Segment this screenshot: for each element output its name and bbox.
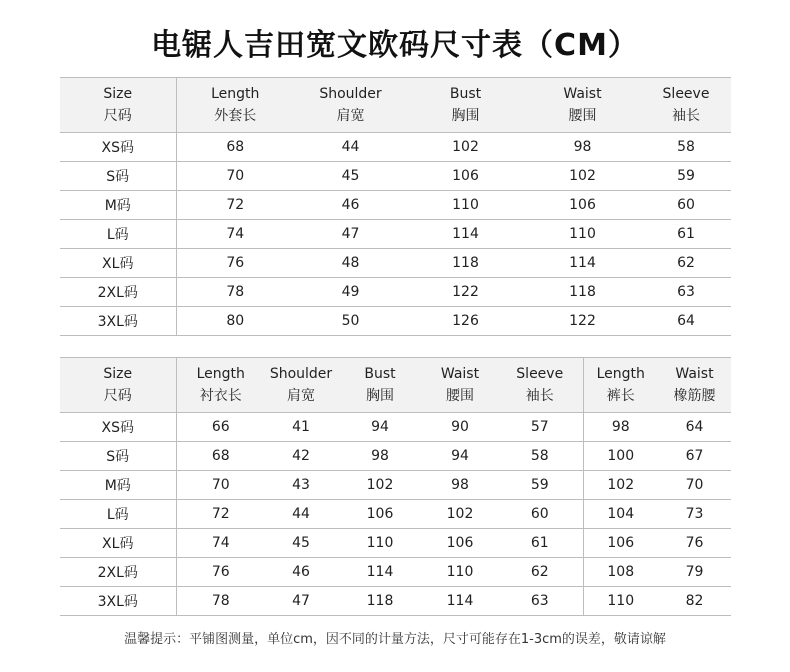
table-row (60, 529, 731, 558)
header-pants-length: Length 裤长 (583, 358, 658, 413)
header-shoulder: Shoulder 肩宽 (294, 78, 407, 133)
table-cell: 64 (641, 307, 731, 336)
table-cell: 62 (497, 558, 583, 587)
header-bust: Bust 胸围 (407, 78, 524, 133)
table-cell: 59 (641, 162, 731, 191)
table-cell: 94 (423, 442, 497, 471)
table-cell: 106 (423, 529, 497, 558)
table-row (60, 307, 731, 336)
table-cell: 50 (294, 307, 407, 336)
size-cell: 2XL码 (60, 278, 176, 307)
header-shoulder: Shoulder 肩宽 (265, 358, 337, 413)
table-cell: 98 (423, 471, 497, 500)
table-header-row (60, 78, 731, 133)
table-cell: 45 (294, 162, 407, 191)
size-cell: XL码 (60, 529, 176, 558)
table-cell: 47 (294, 220, 407, 249)
table-cell: 47 (265, 587, 337, 616)
table-cell: 122 (407, 278, 524, 307)
table-cell: 118 (524, 278, 641, 307)
table-cell: 110 (524, 220, 641, 249)
table-cell: 42 (265, 442, 337, 471)
table-cell: 102 (583, 471, 658, 500)
table-row (60, 558, 731, 587)
table-cell: 76 (658, 529, 731, 558)
table-cell: 59 (497, 471, 583, 500)
table-row (60, 191, 731, 220)
table-cell: 114 (407, 220, 524, 249)
table-row (60, 442, 731, 471)
table-cell: 72 (176, 191, 294, 220)
table-cell: 102 (337, 471, 423, 500)
table-row (60, 278, 731, 307)
table-row (60, 471, 731, 500)
table-cell: 106 (583, 529, 658, 558)
table-row (60, 133, 731, 162)
table-cell: 76 (176, 558, 265, 587)
table-cell: 63 (497, 587, 583, 616)
table-row (60, 500, 731, 529)
table-cell: 114 (337, 558, 423, 587)
table-cell: 80 (176, 307, 294, 336)
table-cell: 74 (176, 529, 265, 558)
table-cell: 48 (294, 249, 407, 278)
jacket-size-table (60, 77, 731, 336)
table-cell: 58 (497, 442, 583, 471)
table-cell: 70 (176, 471, 265, 500)
table-cell: 106 (407, 162, 524, 191)
table-cell: 76 (176, 249, 294, 278)
shirt-pants-size-table (60, 357, 731, 616)
header-length: Length 外套长 (176, 78, 294, 133)
table-cell: 60 (641, 191, 731, 220)
header-shirt-length: Length 衬衣长 (176, 358, 265, 413)
table-cell: 110 (407, 191, 524, 220)
table-cell: 67 (658, 442, 731, 471)
table-cell: 102 (423, 500, 497, 529)
table-row (60, 587, 731, 616)
table-cell: 70 (658, 471, 731, 500)
table-cell: 70 (176, 162, 294, 191)
table-cell: 98 (524, 133, 641, 162)
table-row (60, 413, 731, 442)
table-cell: 73 (658, 500, 731, 529)
size-cell: L码 (60, 220, 176, 249)
table-cell: 98 (337, 442, 423, 471)
table-cell: 106 (337, 500, 423, 529)
table-cell: 57 (497, 413, 583, 442)
table-cell: 44 (265, 500, 337, 529)
table-cell: 108 (583, 558, 658, 587)
table-cell: 122 (524, 307, 641, 336)
size-cell: 3XL码 (60, 307, 176, 336)
size-cell: XS码 (60, 133, 176, 162)
table-cell: 79 (658, 558, 731, 587)
table-cell: 78 (176, 587, 265, 616)
measurement-note: 温馨提示：平铺图测量，单位cm，因不同的计量方法，尺寸可能存在1-3cm的误差，敬请谅解 (124, 632, 666, 647)
table-cell: 100 (583, 442, 658, 471)
size-cell: 2XL码 (60, 558, 176, 587)
table-cell: 68 (176, 133, 294, 162)
header-size: Size 尺码 (60, 358, 176, 413)
table-cell: 110 (583, 587, 658, 616)
size-cell: S码 (60, 162, 176, 191)
table-cell: 68 (176, 442, 265, 471)
table-cell: 114 (423, 587, 497, 616)
table-cell: 102 (524, 162, 641, 191)
table-row (60, 220, 731, 249)
table-cell: 90 (423, 413, 497, 442)
table-cell: 61 (641, 220, 731, 249)
header-waist: Waist 腰围 (423, 358, 497, 413)
header-sleeve: Sleeve 袖长 (497, 358, 583, 413)
table-cell: 118 (407, 249, 524, 278)
table-cell: 72 (176, 500, 265, 529)
page-title: 电锯人吉田宽文欧码尺寸表（CM） (151, 28, 639, 63)
size-cell: L码 (60, 500, 176, 529)
table-row (60, 249, 731, 278)
size-cell: M码 (60, 191, 176, 220)
size-cell: S码 (60, 442, 176, 471)
table-cell: 43 (265, 471, 337, 500)
table-cell: 61 (497, 529, 583, 558)
table-cell: 94 (337, 413, 423, 442)
table-cell: 106 (524, 191, 641, 220)
table-cell: 46 (265, 558, 337, 587)
header-bust: Bust 胸围 (337, 358, 423, 413)
table-cell: 110 (423, 558, 497, 587)
table-cell: 44 (294, 133, 407, 162)
table-cell: 110 (337, 529, 423, 558)
table-row (60, 162, 731, 191)
header-elastic-waist: Waist 橡筋腰 (658, 358, 731, 413)
table-cell: 41 (265, 413, 337, 442)
table-header-row (60, 358, 731, 413)
table-cell: 102 (407, 133, 524, 162)
table-cell: 63 (641, 278, 731, 307)
table-cell: 66 (176, 413, 265, 442)
table-cell: 46 (294, 191, 407, 220)
table-cell: 45 (265, 529, 337, 558)
table-cell: 49 (294, 278, 407, 307)
table-cell: 118 (337, 587, 423, 616)
table-cell: 98 (583, 413, 658, 442)
header-waist: Waist 腰围 (524, 78, 641, 133)
size-cell: XL码 (60, 249, 176, 278)
table-cell: 58 (641, 133, 731, 162)
table-cell: 60 (497, 500, 583, 529)
table-cell: 114 (524, 249, 641, 278)
table-cell: 64 (658, 413, 731, 442)
header-size: Size 尺码 (60, 78, 176, 133)
size-cell: 3XL码 (60, 587, 176, 616)
table-cell: 126 (407, 307, 524, 336)
header-sleeve: Sleeve 袖长 (641, 78, 731, 133)
table-cell: 82 (658, 587, 731, 616)
table-cell: 62 (641, 249, 731, 278)
size-cell: XS码 (60, 413, 176, 442)
table-cell: 78 (176, 278, 294, 307)
table-cell: 74 (176, 220, 294, 249)
size-cell: M码 (60, 471, 176, 500)
table-cell: 104 (583, 500, 658, 529)
